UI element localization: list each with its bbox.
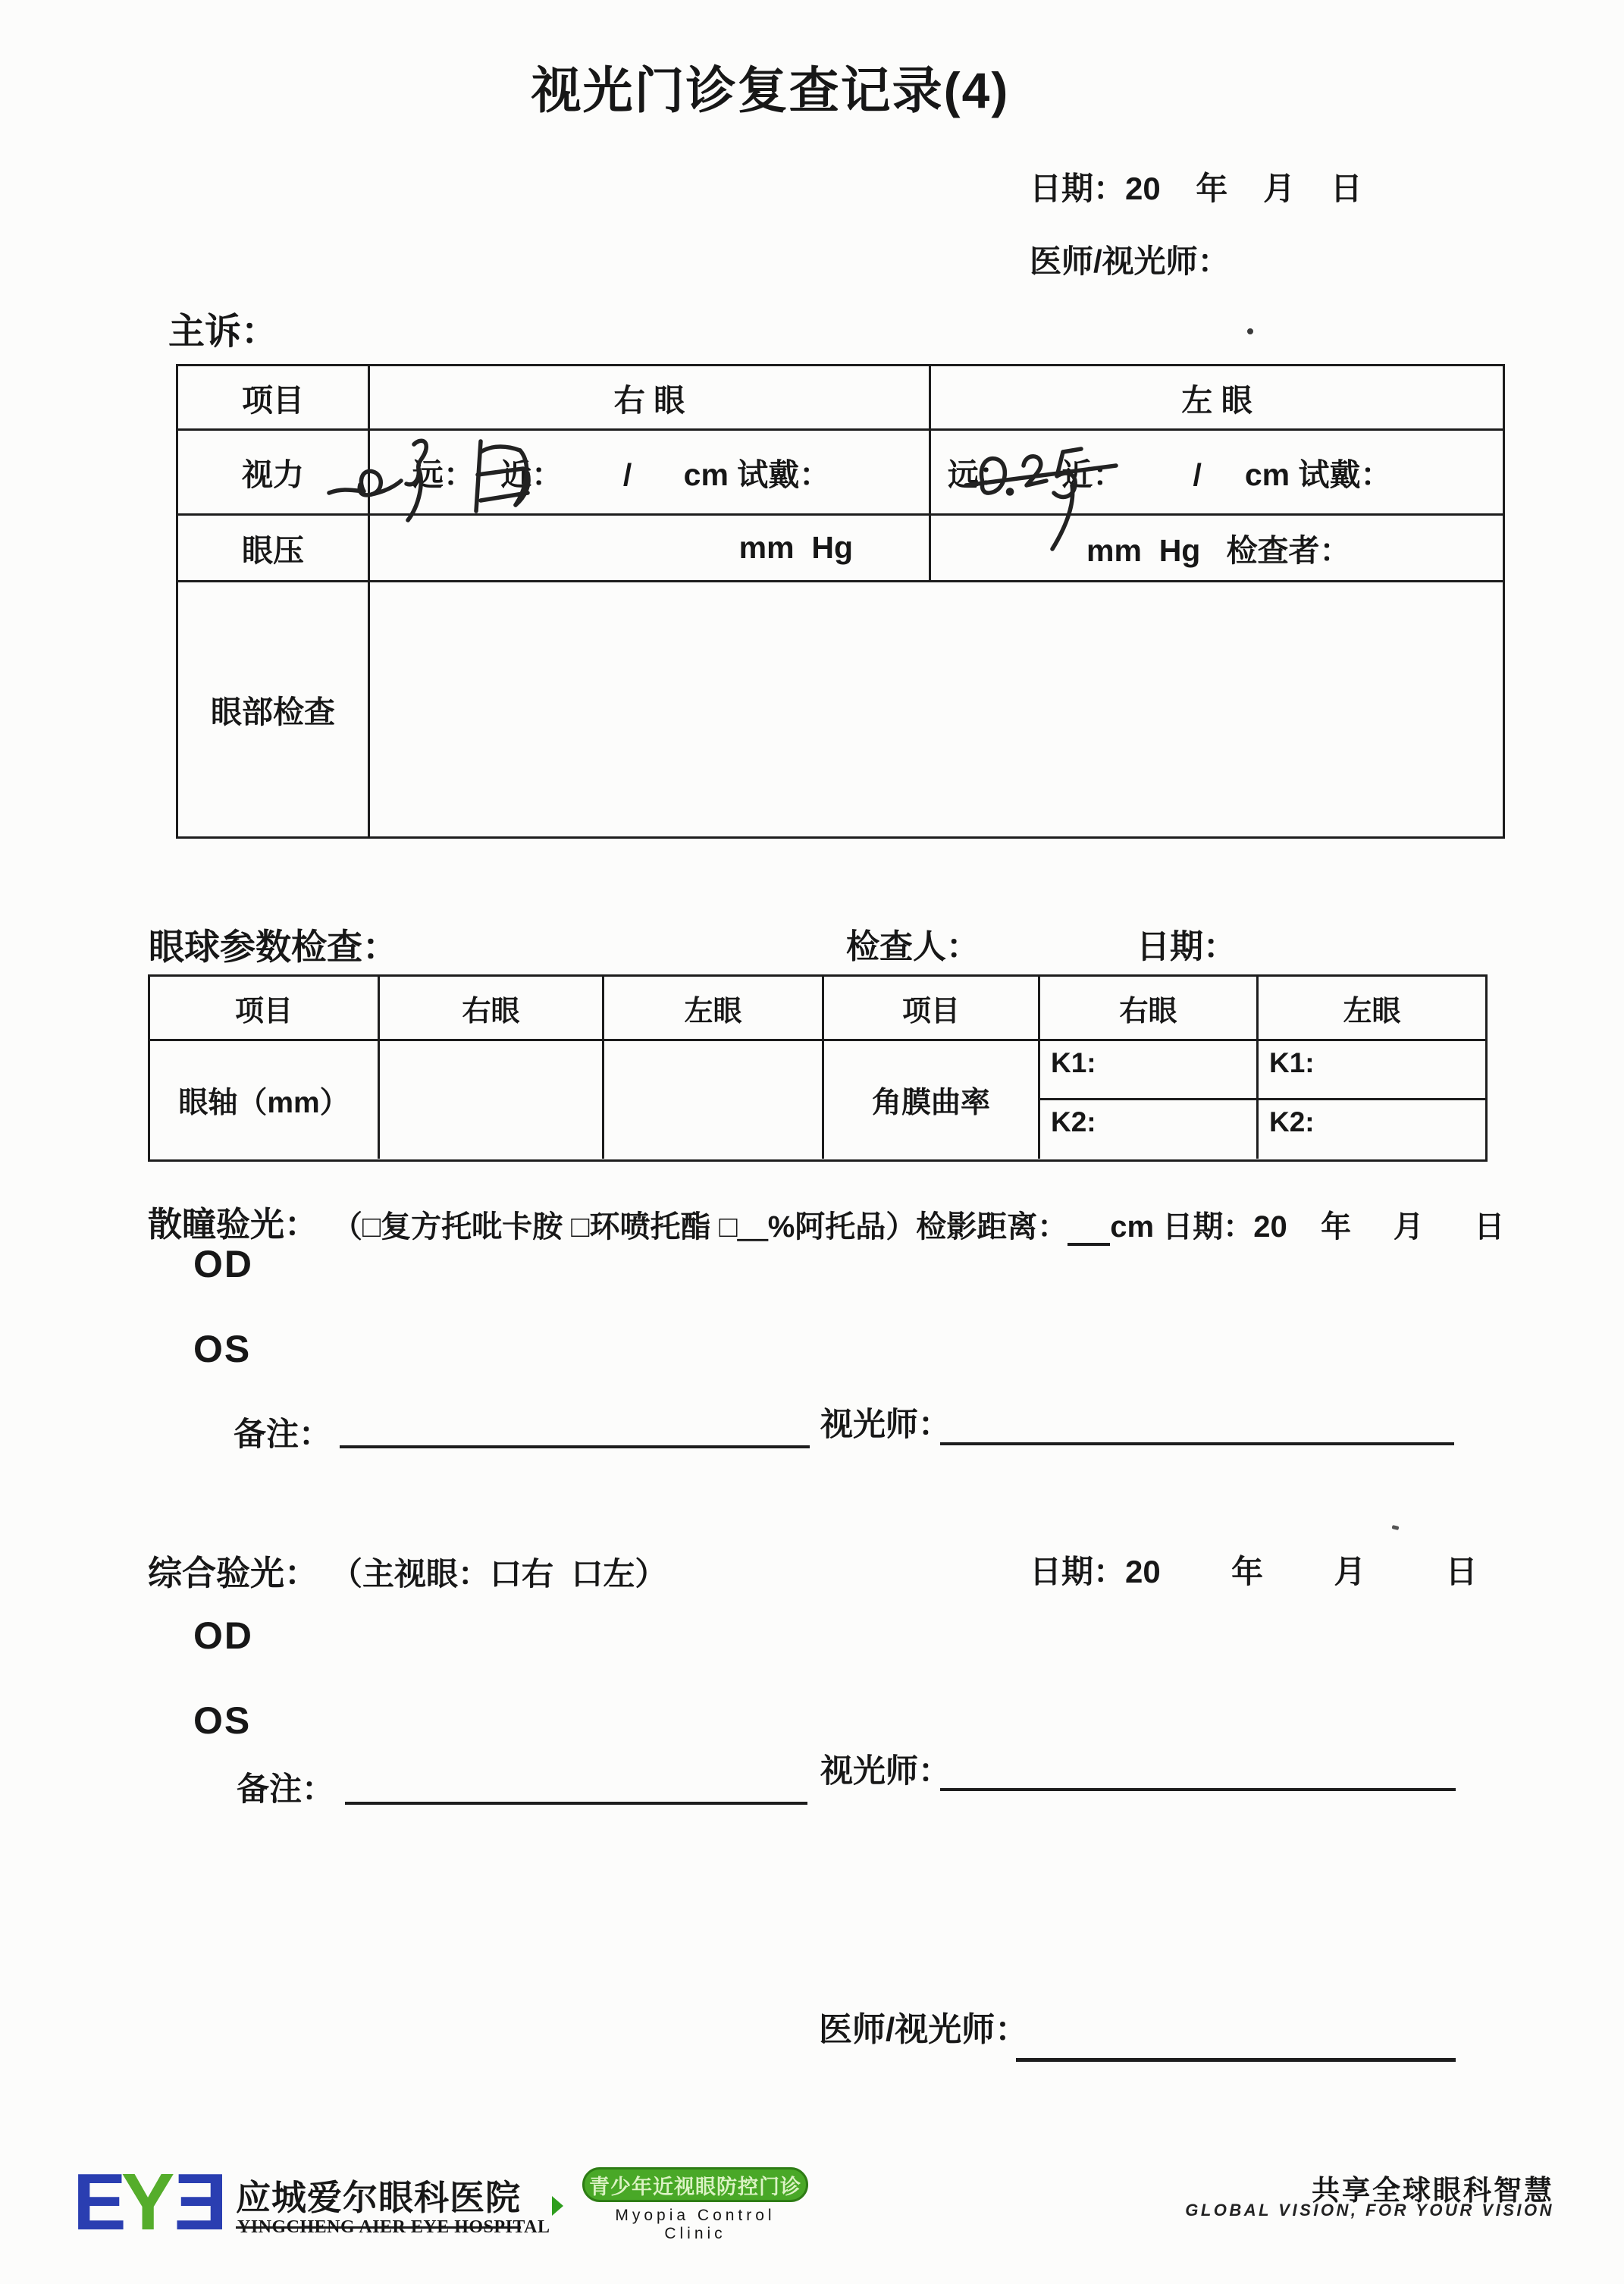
handwriting-vision-right-near-scribble	[461, 432, 552, 525]
corneal-curvature-label-cell	[824, 1041, 1040, 1159]
param-header-right2	[1040, 977, 1259, 1041]
myopia-clinic-badge-en: Myopia Control Clinic	[615, 2207, 776, 2242]
mydriasis-optometrist-blank-line	[940, 1442, 1454, 1445]
param-item1-label: 项目	[234, 995, 293, 1027]
retinoscopy-distance-blank	[1068, 1243, 1110, 1246]
mydriasis-od-label: OD	[193, 1243, 253, 1285]
chief-complaint-label: 主诉：	[168, 312, 278, 352]
mydriasis-heading-line	[148, 1197, 1513, 1246]
k1-left-cell	[1259, 1041, 1485, 1100]
subjective-optometrist-blank-line	[940, 1788, 1456, 1791]
eye-exam-content-cell	[370, 582, 1503, 836]
k2-right-cell	[1040, 1100, 1259, 1159]
param-examiner-label: 检查人：	[846, 928, 980, 965]
header-left-eye-label: 左 眼	[1181, 382, 1252, 418]
hospital-name-cn: 应城爱尔眼科医院	[236, 2170, 521, 2229]
param-header-item1	[150, 977, 380, 1041]
eye-exam-label-cell	[178, 582, 370, 836]
subjective-od-label: OD	[193, 1614, 253, 1657]
exam-table-header-item	[178, 366, 370, 431]
subjective-heading-line	[148, 1545, 666, 1595]
exam-table-header-right-eye	[370, 366, 931, 431]
subjective-heading: 综合验光：	[148, 1554, 319, 1592]
param-left2-label: 左眼	[1343, 995, 1401, 1027]
subjective-notes-label: 备注：	[237, 1771, 334, 1808]
subjective-os-label: OS	[193, 1699, 252, 1742]
vision-label: 视力	[242, 457, 304, 492]
mydriasis-options: （□复方托吡卡胺 □环喷托酯 □＿%阿托品）检影距离：	[332, 1210, 1068, 1244]
param-date-label: 日期：	[1136, 928, 1237, 965]
param-right1-label: 右眼	[462, 995, 520, 1027]
logo-letter-e: E	[73, 2157, 121, 2247]
param-header-right1	[380, 977, 604, 1041]
corneal-curvature-label: 角膜曲率	[871, 1086, 990, 1119]
scan-speck	[1392, 1525, 1400, 1530]
param-header-left1	[604, 977, 824, 1041]
param-right2-label: 右眼	[1119, 995, 1177, 1027]
mydriasis-heading: 散瞳验光：	[148, 1205, 319, 1244]
dominant-eye-options: （主视眼：口右 口左）	[331, 1556, 667, 1592]
axial-length-label-cell	[150, 1041, 380, 1159]
myopia-clinic-badge	[582, 2167, 808, 2202]
axial-length-label: 眼轴（mm）	[178, 1086, 350, 1119]
header-right-eye-label: 右 眼	[613, 382, 685, 418]
header-date-line: 日期：20 年 月 日	[1030, 171, 1362, 206]
iop-left-text: mm Hg 检查者：	[1086, 533, 1351, 568]
page-title: 视光门诊复查记录(4)	[531, 62, 1010, 118]
iop-right-text: mm Hg	[738, 530, 853, 565]
aier-eye-logo	[73, 2157, 223, 2247]
mydriasis-optometrist-label: 视光师：	[820, 1407, 951, 1443]
param-left1-label: 左眼	[684, 995, 742, 1027]
k1-left-label: K1:	[1269, 1047, 1315, 1078]
header-doctor-label: 医师/视光师：	[1030, 243, 1230, 279]
axial-length-left-cell	[604, 1041, 824, 1159]
k1-right-cell	[1040, 1041, 1259, 1100]
param-header-left2	[1259, 977, 1485, 1041]
footer-slogan-en: GLOBAL VISION, FOR YOUR VISION	[1185, 2201, 1554, 2220]
vision-left-text: 远： 近： / cm 试戴：	[948, 457, 1392, 492]
mydriasis-os-label: OS	[193, 1328, 252, 1370]
param-table	[148, 974, 1488, 1162]
signature-label: 医师/视光师：	[819, 2011, 1029, 2048]
param-header-item2	[824, 977, 1040, 1041]
signature-blank-line	[1016, 2058, 1456, 2062]
param-item2-label: 项目	[901, 995, 960, 1027]
mydriasis-notes-blank-line	[340, 1445, 810, 1448]
eye-exam-label: 眼部检查	[211, 695, 335, 729]
subjective-date-line: 日期：20 年 月 日	[1030, 1554, 1478, 1589]
footer-slogan-cn: 共享全球眼科智慧	[1312, 2175, 1554, 2206]
hospital-name-en: YINGCHENG AIER EYE HOSPITAL	[237, 2217, 550, 2237]
logo-letter-reversed-e: Ǝ	[174, 2157, 223, 2247]
footer-arrow-icon	[552, 2196, 563, 2216]
logo-letter-y: Y	[121, 2157, 170, 2247]
k1-right-label: K1:	[1051, 1047, 1096, 1078]
handwriting-vision-left-far	[960, 422, 1134, 557]
k2-left-cell	[1259, 1100, 1485, 1159]
badge-text-cn: 青少年近视眼防控门诊	[589, 2175, 801, 2198]
iop-label: 眼压	[242, 533, 304, 568]
header-item-label: 项目	[242, 382, 304, 418]
mydriasis-notes-label: 备注：	[234, 1417, 331, 1453]
vision-right-text: 远： 近： / cm 试戴：	[412, 457, 831, 492]
k2-right-label: K2:	[1051, 1106, 1096, 1137]
mydriasis-date-tail: cm 日期：20 年 月 日	[1110, 1210, 1505, 1244]
axial-length-right-cell	[380, 1041, 604, 1159]
k2-left-label: K2:	[1269, 1106, 1315, 1137]
subjective-notes-blank-line	[345, 1802, 807, 1805]
param-section-heading: 眼球参数检查：	[149, 927, 398, 967]
subjective-optometrist-label: 视光师：	[820, 1753, 951, 1790]
scan-speck	[1247, 328, 1253, 334]
